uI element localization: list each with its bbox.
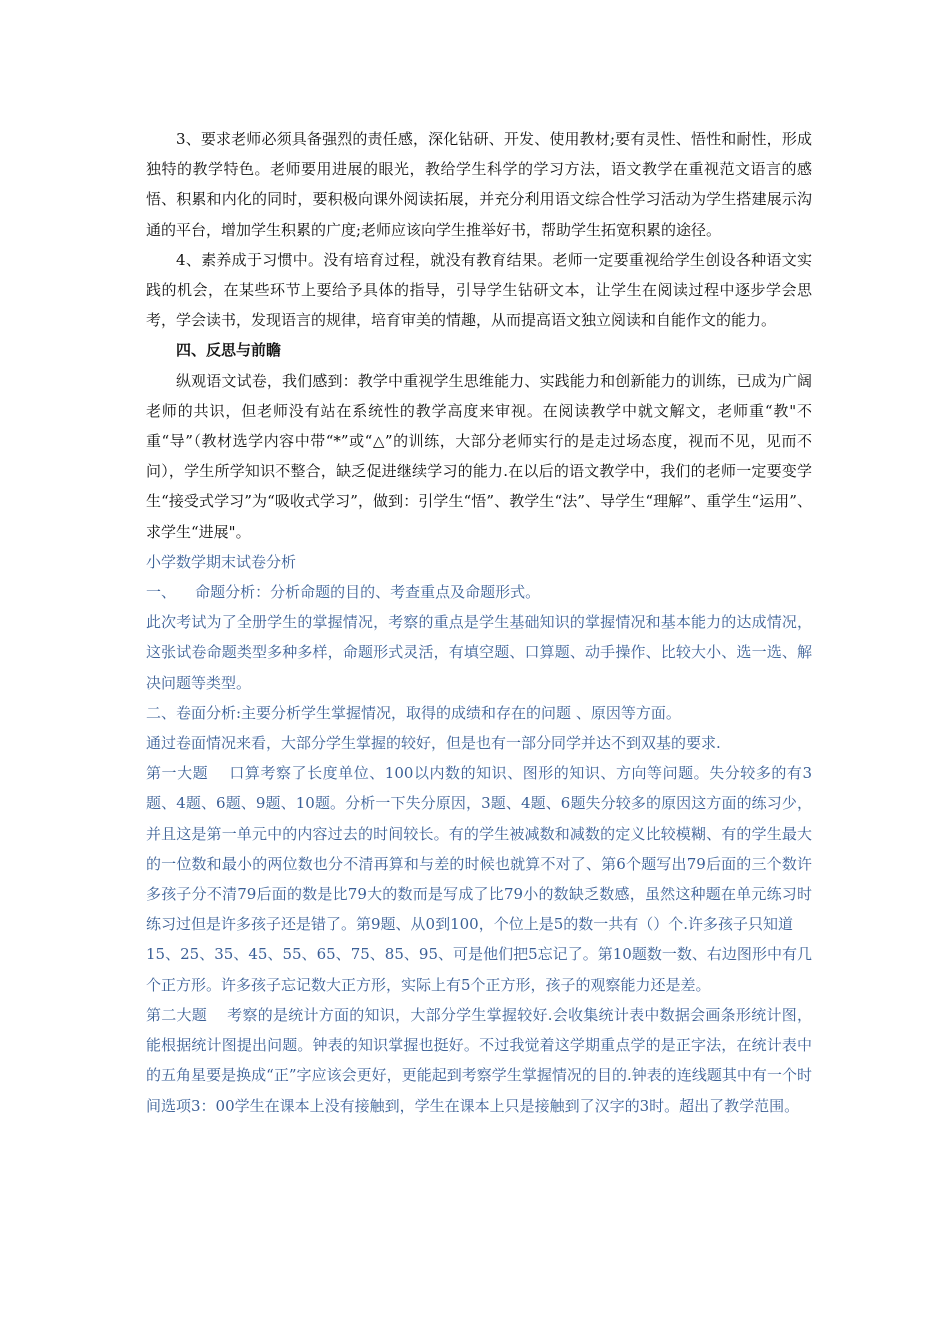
- paragraph-item-3: 3、要求老师必须具备强烈的责任感，深化钻研、开发、使用教材;要有灵性、悟性和耐性，形成独特的教学特色。老师要用进展的眼光，教给学生科学的学习方法，语文教学在重视范文语言的感悟、积累和内化的同时，要积极向课外阅读拓展，并充分利用语文综合性学习活动为学生搭建展示沟通的平台，增加学生积累的广度;老师应该向学生推举好书，帮助学生拓宽积累的途径。: [146, 130, 812, 239]
- heading-proposition-analysis: 一、 命题分析：分析命题的目的、考查重点及命题形式。: [146, 583, 541, 602]
- heading-paper-analysis: 二、卷面分析:主要分析学生掌握情况，取得的成绩和存在的问题 、原因等方面。: [146, 703, 681, 722]
- document-page: [146, 124, 812, 1121]
- paragraph-proposition: 此次考试为了全册学生的掌握情况，考察的重点是学生基础知识的掌握情况和基本能力的达成情况，这张试卷命题类型多种多样，命题形式灵活，有填空题、口算题、动手操作、比较大小、选一选、解决问题等类型。: [146, 613, 812, 692]
- paragraph-question-1: 第一大题 口算考察了长度单位、100以内数的知识、图形的知识、方向等问题。失分较多的有3题、4题、6题、9题、10题。分析一下失分原因，3题、4题、6题失分较多的原因这方面的练习少，并且这是第一单元中的内容过去的时间较长。有的学生被减数和减数的定义比较模糊、有的学生最大的一位数和最小的两位数也分不清再算和与差的时候也就算不对了、第6个题写出79后面的三个数许多孩子分不清79后面的数是比79大的数而是写成了比79小的数缺乏数感，虽然这种题在单元练习时练习过但是许多孩子还是错了。第9题、从0到100，个位上是5的数一共有（）个.许多孩子只知道: [146, 764, 812, 934]
- paragraph-question-1-cont: 15、25、35、45、55、65、75、85、95、可是他们把5忘记了。第10题数一数、右边图形中有几个正方形。许多孩子忘记数大正方形，实际上有5个正方形，孩子的观察能力还是差。: [146, 945, 812, 994]
- paragraph-overall: 通过卷面情况来看，大部分学生掌握的较好，但是也有一部分同学并达不到双基的要求.: [146, 734, 721, 753]
- section-heading-reflection: 四、反思与前瞻: [176, 341, 282, 360]
- math-analysis-title: 小学数学期末试卷分析: [146, 552, 297, 571]
- paragraph-item-4: 4、素养成于习惯中。没有培育过程，就没有教育结果。老师一定要重视给学生创设各种语文实践的机会，在某些环节上要给予具体的指导，引导学生钻研文本，让学生在阅读过程中逐步学会思考，学会读书，发现语言的规律，培育审美的情趣，从而提高语文独立阅读和自能作文的能力。: [146, 250, 812, 330]
- paragraph-question-2: 第二大题 考察的是统计方面的知识，大部分学生掌握较好.会收集统计表中数据会画条形统计图，能根据统计图提出问题。钟表的知识掌握也挺好。不过我觉着这学期重点学的是正字法，在统计表中的五角星要是换成“正”字应该会更好，更能起到考察学生掌握情况的目的.钟表的连线题其中有一个时间选项3：00学生在课本上没有接触到，学生在课本上只是接触到了汉字的3时。超出了教学范围。: [146, 1005, 812, 1115]
- paragraph-reflection: 纵观语文试卷，我们感到：教学中重视学生思维能力、实践能力和创新能力的训练，已成为广阔老师的共识，但老师没有站在系统性的教学高度来审视。在阅读教学中就文解文，老师重“教"不重“导”（教材选学内容中带“*”或“△”的训练，大部分老师实行的是走过场态度，视而不见，见而不问），学生所学知识不整合，缺乏促进继续学习的能力.在以后的语文教学中，我们的老师一定要变学生“接受式学习”为“吸收式学习”，做到：引学生“悟”、教学生“法”、导学生“理解”、重学生“运用”、求学生“进展"。: [146, 371, 812, 541]
